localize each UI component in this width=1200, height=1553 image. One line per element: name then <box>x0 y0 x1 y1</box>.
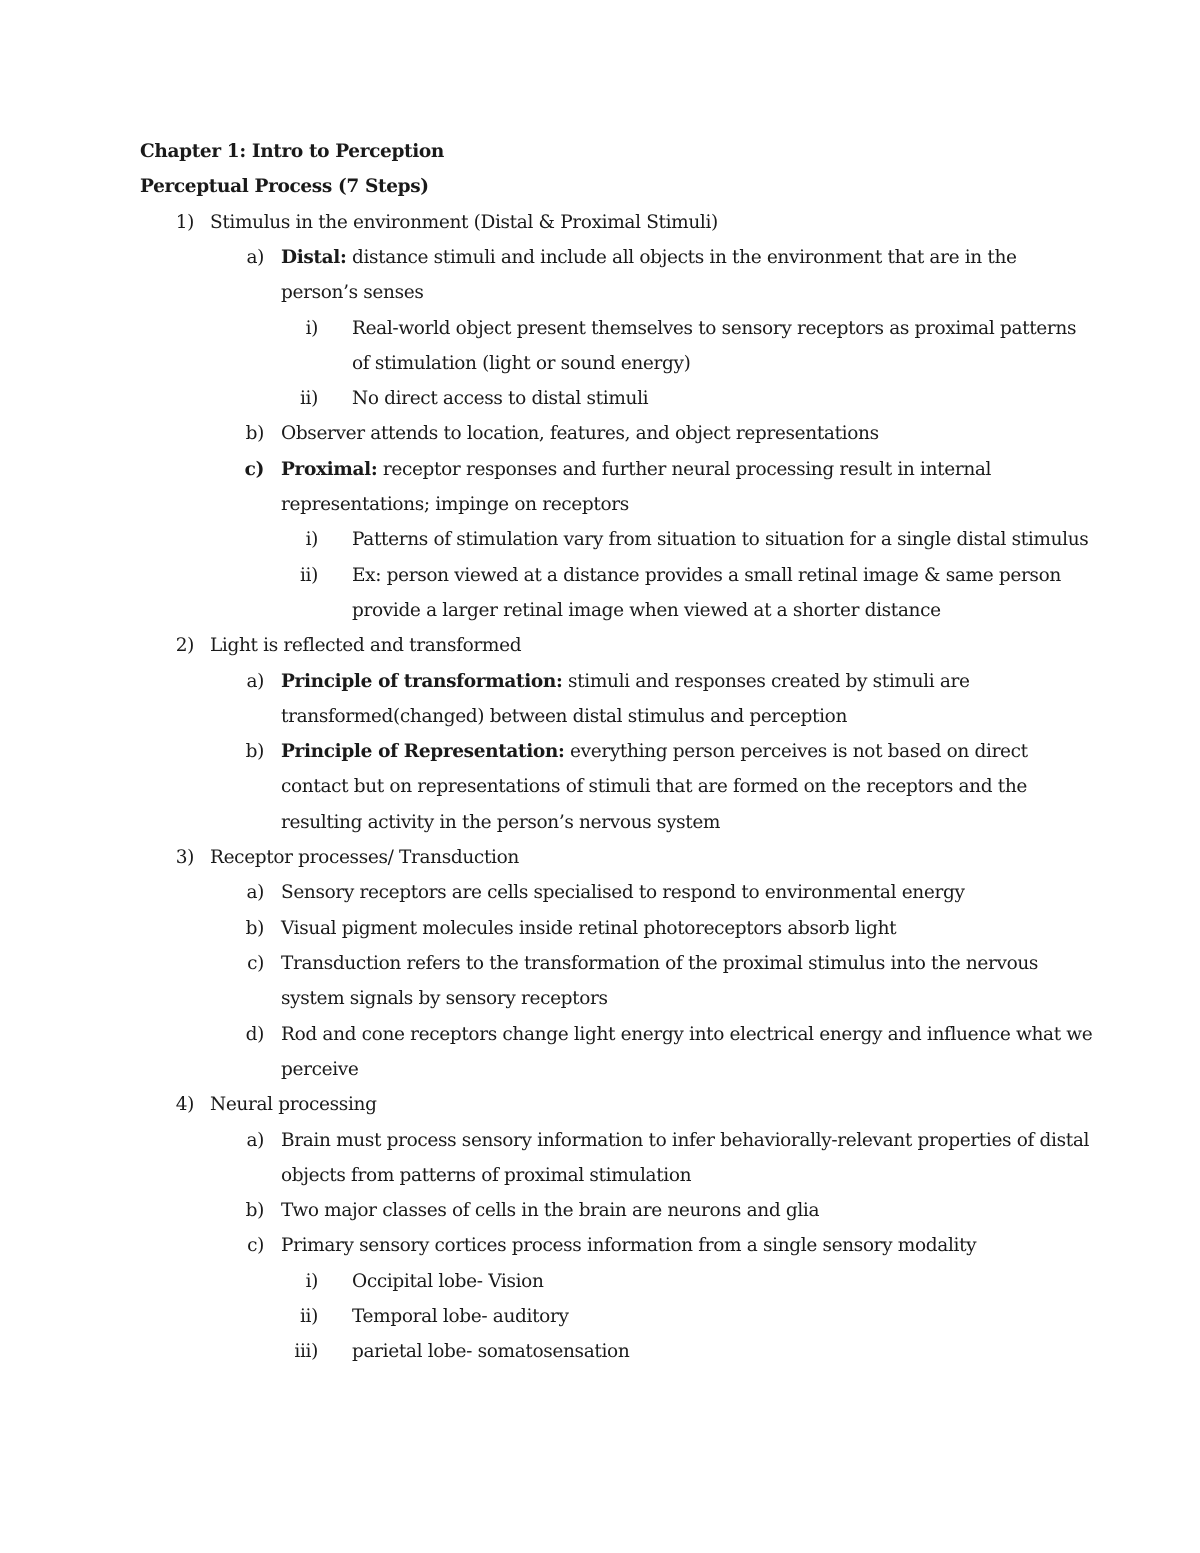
list-marker: 2) <box>175 635 194 656</box>
list-marker: b) <box>245 423 264 444</box>
list-item-continuation: system signals by sensory receptors <box>281 988 608 1009</box>
list-marker: i) <box>305 318 318 339</box>
list-item-text: Transduction refers to the transformation of the proximal stimulus into the nervous <box>281 953 1039 974</box>
list-item-text: parietal lobe- somatosensation <box>352 1341 630 1362</box>
list-item <box>281 246 1017 270</box>
list-marker: b) <box>245 918 264 939</box>
list-item-text: everything person perceives is not based on direct <box>564 741 1028 762</box>
list-marker: iii) <box>294 1341 318 1362</box>
list-item-text: Two major classes of cells in the brain are neurons and glia <box>281 1200 820 1221</box>
list-item-text: Receptor processes/ Transduction <box>210 847 519 868</box>
list-marker: 3) <box>175 847 194 868</box>
list-marker: 1) <box>175 212 194 233</box>
list-marker: a) <box>246 247 264 268</box>
section-title: Perceptual Process (7 Steps) <box>140 176 429 197</box>
list-item-text: Observer attends to location, features, and object representations <box>281 423 879 444</box>
list-item-text: receptor responses and further neural processing result in internal <box>377 459 992 480</box>
chapter-title: Chapter 1: Intro to Perception <box>140 141 445 162</box>
list-item-text: Real-world object present themselves to sensory receptors as proximal patterns <box>352 318 1077 339</box>
list-item-continuation: person’s senses <box>281 282 424 303</box>
term-label: Principle of Representation: <box>281 741 565 762</box>
list-marker: ii) <box>299 1306 318 1327</box>
list-item-continuation: contact but on representations of stimuli that are formed on the receptors and the <box>281 776 1028 797</box>
list-item-continuation: of stimulation (light or sound energy) <box>352 353 691 374</box>
list-item-continuation: perceive <box>281 1059 359 1080</box>
list-marker: ii) <box>299 565 318 586</box>
list-item-text: Stimulus in the environment (Distal & Proximal Stimuli) <box>210 212 718 233</box>
list-item-continuation: resulting activity in the person’s nervous system <box>281 812 721 833</box>
list-item-continuation: representations; impinge on receptors <box>281 494 629 515</box>
list-item-continuation: objects from patterns of proximal stimulation <box>281 1165 692 1186</box>
list-item <box>281 458 991 482</box>
list-item-text: Rod and cone receptors change light energy into electrical energy and influence what we <box>281 1024 1093 1045</box>
list-item-text: distance stimuli and include all objects in the environment that are in the <box>346 247 1017 268</box>
list-marker: i) <box>305 1271 318 1292</box>
list-item <box>281 740 1028 764</box>
list-item-continuation: provide a larger retinal image when viewed at a shorter distance <box>352 600 941 621</box>
list-marker: c) <box>244 459 264 480</box>
list-marker: c) <box>247 953 264 974</box>
term-label: Proximal: <box>281 459 378 480</box>
term-label: Principle of transformation: <box>281 671 563 692</box>
list-item-text: Occipital lobe- Vision <box>352 1271 544 1292</box>
list-marker: ii) <box>299 388 318 409</box>
list-marker: a) <box>246 882 264 903</box>
list-marker: a) <box>246 1130 264 1151</box>
list-marker: d) <box>245 1024 264 1045</box>
list-item-text: No direct access to distal stimuli <box>352 388 649 409</box>
list-item-text: Sensory receptors are cells specialised to respond to environmental energy <box>281 882 965 903</box>
list-item <box>281 670 970 694</box>
list-item-text: Light is reflected and transformed <box>210 635 522 656</box>
list-item-continuation: transformed(changed) between distal stimulus and perception <box>281 706 848 727</box>
list-item-text: stimuli and responses created by stimuli are <box>562 671 970 692</box>
list-marker: a) <box>246 671 264 692</box>
list-item-text: Brain must process sensory information to infer behaviorally-relevant properties of distal <box>281 1130 1090 1151</box>
list-item-text: Temporal lobe- auditory <box>352 1306 569 1327</box>
list-item-text: Primary sensory cortices process information from a single sensory modality <box>281 1235 977 1256</box>
list-marker: c) <box>247 1235 264 1256</box>
list-item-text: Ex: person viewed at a distance provides a small retinal image & same person <box>352 565 1061 586</box>
list-item-text: Patterns of stimulation vary from situation to situation for a single distal stimulus <box>352 529 1089 550</box>
list-item-text: Neural processing <box>210 1094 377 1115</box>
list-marker: b) <box>245 741 264 762</box>
list-marker: i) <box>305 529 318 550</box>
term-label: Distal: <box>281 247 347 268</box>
list-marker: 4) <box>175 1094 194 1115</box>
list-marker: b) <box>245 1200 264 1221</box>
list-item-text: Visual pigment molecules inside retinal photoreceptors absorb light <box>281 918 897 939</box>
